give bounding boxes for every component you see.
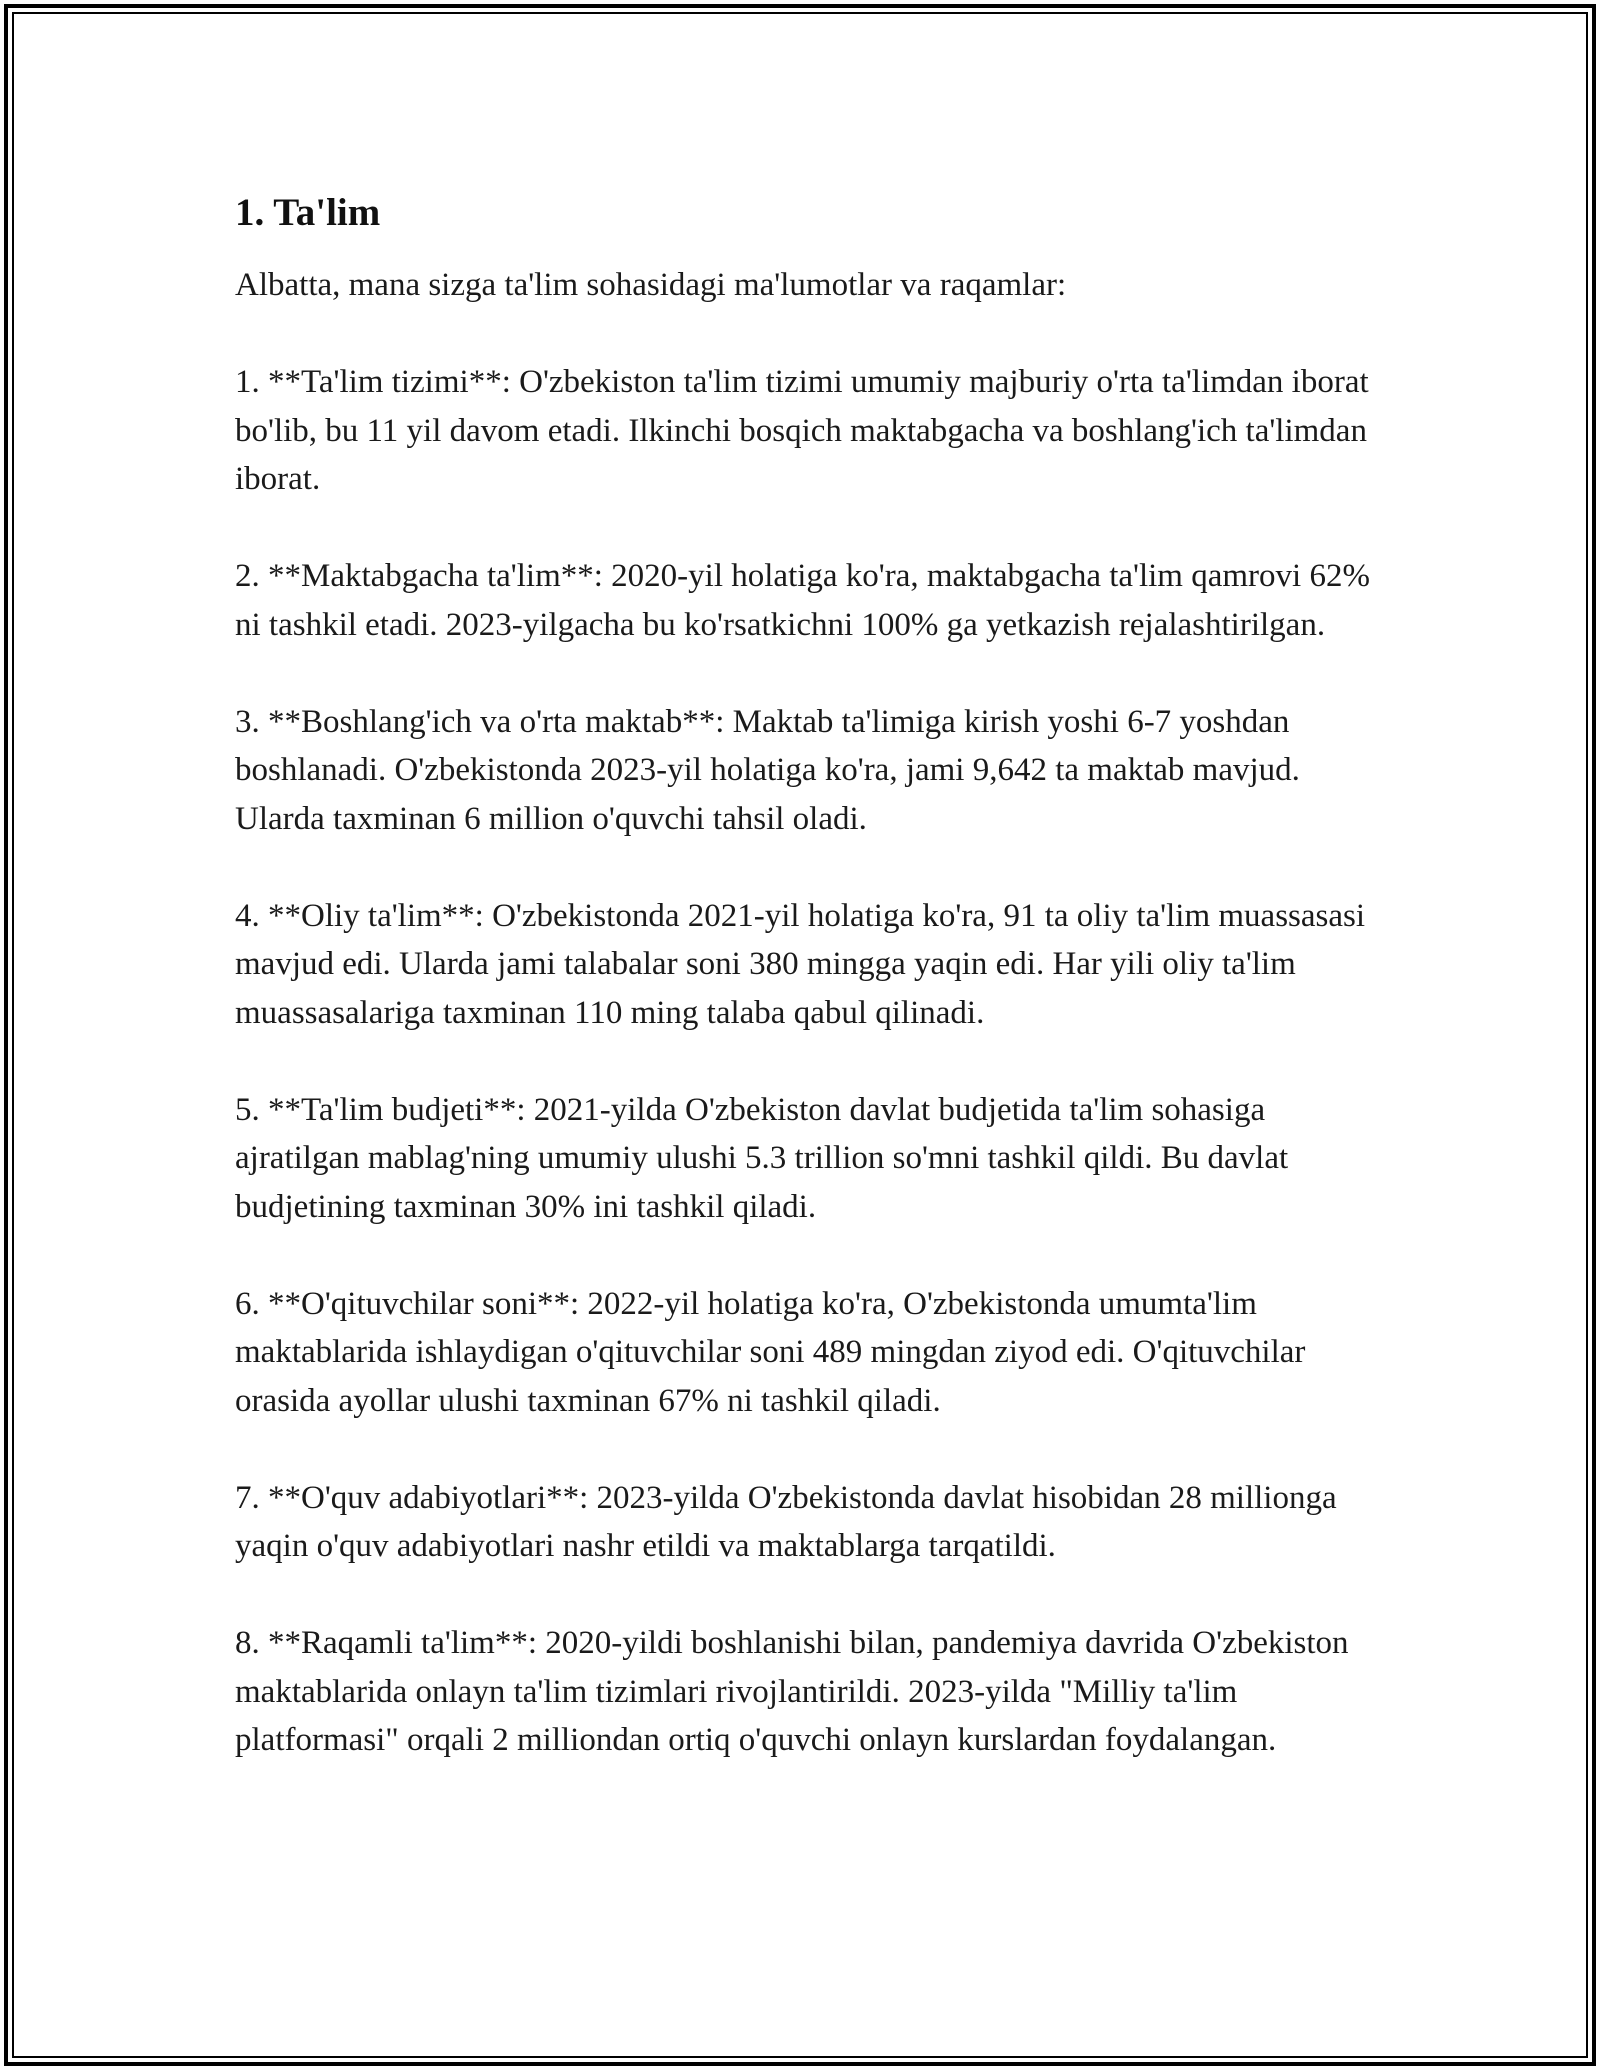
list-item-education-system: 1. **Ta'lim tizimi**: O'zbekiston ta'lim tizimi umumiy majburiy o'rta ta'limdan iborat bo'lib, bu 11 yil davom etadi. Ilkinchi bosqich maktabgacha va boshlang'ich ta'limdan iborat. bbox=[235, 364, 1369, 497]
intro-paragraph: Albatta, mana sizga ta'lim sohasidagi ma'lumotlar va raqamlar: bbox=[235, 267, 1067, 303]
list-item-budget: 5. **Ta'lim budjeti**: 2021-yilda O'zbekiston davlat budjetida ta'lim sohasiga ajratilgan mablag'ning umumiy ulushi 5.3 trillion so'mni tashkil qildi. Bu davlat budjetining taxminan 30% ini tashkil qiladi. bbox=[235, 1091, 1289, 1225]
list-item-higher-education: 4. **Oliy ta'lim**: O'zbekistonda 2021-yil holatiga ko'ra, 91 ta oliy ta'lim muassasasi mavjud edi. Ularda jami talabalar soni 380 mingga yaqin edi. Har yili oliy ta'lim muassasalariga taxminan 110 ming talaba qabul qilinadi. bbox=[235, 897, 1366, 1031]
section-heading: 1. Ta'lim bbox=[235, 191, 381, 234]
list-item-preschool: 2. **Maktabgacha ta'lim**: 2020-yil holatiga ko'ra, maktabgacha ta'lim qamrovi 62% ni tashkil etadi. 2023-yilgacha bu ko'rsatkichni 100% ga yetkazish rejalashtirilgan. bbox=[235, 558, 1370, 643]
list-item-primary-secondary: 3. **Boshlang'ich va o'rta maktab**: Maktab ta'limiga kirish yoshi 6-7 yoshdan boshlanadi. O'zbekistonda 2023-yil holatiga ko'ra, jami 9,642 ta maktab mavjud. Ularda taxminan 6 million o'quvchi tahsil oladi. bbox=[235, 703, 1300, 837]
list-item-teachers: 6. **O'qituvchilar soni**: 2022-yil holatiga ko'ra, O'zbekistonda umumta'lim maktablarida ishlaydigan o'qituvchilar soni 489 mingdan ziyod edi. O'qituvchilar orasida ayollar ulushi taxminan 67% ni tashkil qiladi. bbox=[235, 1285, 1306, 1419]
document-body bbox=[235, 185, 1395, 1813]
list-item-textbooks: 7. **O'quv adabiyotlari**: 2023-yilda O'zbekistonda davlat hisobidan 28 millionga yaqin o'quv adabiyotlari nashr etildi va maktablarga tarqatildi. bbox=[235, 1479, 1337, 1564]
list-item-digital-education: 8. **Raqamli ta'lim**: 2020-yildi boshlanishi bilan, pandemiya davrida O'zbekiston maktablarida onlayn ta'lim tizimlari rivojlantirildi. 2023-yilda "Milliy ta'lim platformasi" orqali 2 milliondan ortiq o'quvchi onlayn kurslardan foydalangan. bbox=[235, 1625, 1349, 1758]
